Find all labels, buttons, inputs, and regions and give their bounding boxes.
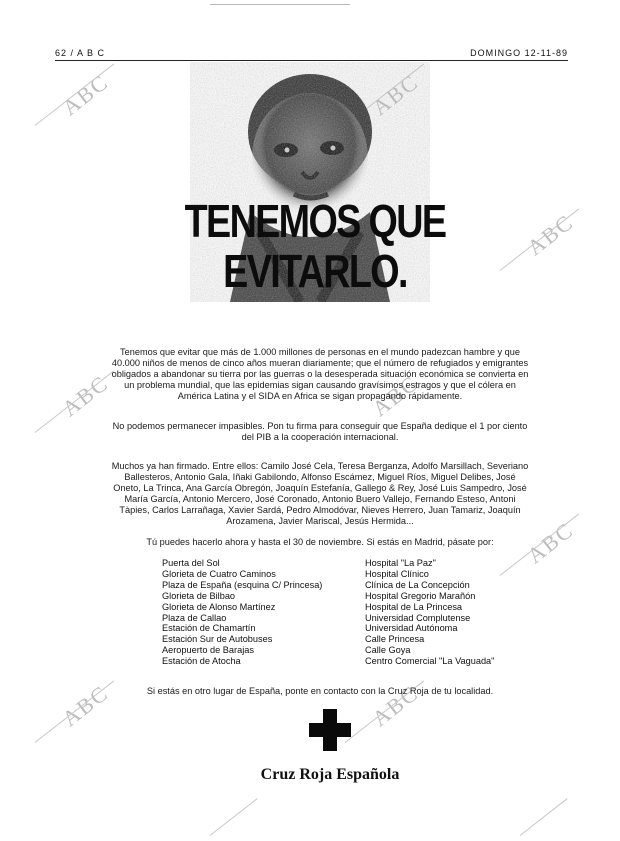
top-rule — [210, 4, 350, 5]
organization-name: Cruz Roja Española — [260, 766, 400, 783]
watermark-line — [520, 798, 568, 836]
location-item: Calle Goya — [365, 645, 411, 656]
watermark-line — [35, 371, 114, 433]
location-item: Hospital Gregorio Marañón — [365, 590, 476, 601]
location-item: Clínica de La Concepción — [365, 579, 470, 590]
location-item: Estación Sur de Autobuses — [162, 634, 273, 645]
location-item: Centro Comercial "La Vaguada" — [365, 656, 495, 667]
cross-horizontal-bar — [309, 723, 351, 737]
body-paragraph-2: No podemos permanecer impasibles. Pon tu firma para conseguir que España dedique el 1 por ciento del PIB a la cooperación internacional. — [112, 421, 528, 443]
red-cross-icon — [309, 709, 351, 751]
watermark: ABC — [367, 679, 424, 732]
location-item: Glorieta de Bilbao — [162, 590, 236, 601]
location-item: Hospital "La Paz" — [365, 558, 436, 568]
location-item: Aeropuerto de Barajas — [162, 645, 254, 656]
location-item: Estación de Chamartín — [162, 623, 256, 634]
body-paragraph-5: Si estás en otro lugar de España, ponte en contacto con la Cruz Roja de tu localidad. — [146, 686, 494, 697]
location-item: Plaza de Callao — [162, 612, 227, 623]
watermark: ABC — [367, 369, 424, 422]
location-item: Calle Princesa — [365, 634, 425, 645]
page-header — [55, 46, 568, 61]
watermark-line — [210, 798, 258, 836]
watermark: ABC — [522, 208, 579, 261]
signatories-paragraph: Muchos ya han firmado. Entre ellos: Camilo José Cela, Teresa Berganza, Adolfo Marsillach, Severiano Ballesteros, Antonio Gala, Iñaki Gabilondo, Alfonso Escámez, Miguel Ríos, Miguel Delibes, José Oneto, La Trinca, Ana García Obregón, Joaquín Estefanía, Gallego & Rey, José Luis Sampedro, José María García, Antonio Mercero, José Coronado, Antonio Buero Vallejo, Fernando Esteso, Antoni Tàpies, Carlos Larrañaga, Xavier Sardá, Pedro Almodóvar, Nieves Herrero, Juan Tamariz, Joaquín Arozamena, Javier Mariscal, Jesús Hermida... — [111, 461, 529, 527]
watermark: ABC — [522, 516, 579, 569]
location-item: Puerta del Sol — [162, 558, 220, 568]
location-item: Plaza de España (esquina C/ Princesa) — [162, 579, 323, 590]
headline-line-1: TENEMOS QUE — [184, 195, 446, 247]
location-item: Hospital de La Princesa — [365, 601, 463, 612]
location-item: Universidad Autónoma — [365, 623, 458, 634]
watermark-line — [500, 209, 579, 271]
location-item: Glorieta de Alonso Martínez — [162, 601, 276, 612]
watermark: ABC — [57, 68, 114, 121]
watermark-line — [35, 681, 114, 743]
location-item: Hospital Clínico — [365, 568, 429, 579]
location-item: Glorieta de Cuatro Caminos — [162, 568, 276, 579]
headline-line-2: EVITARLO. — [223, 245, 407, 297]
location-column-right — [365, 558, 565, 667]
watermark: ABC — [57, 369, 114, 422]
body-paragraph-4: Tú puedes hacerlo ahora y hasta el 30 de noviembre. Si estás en Madrid, pásate por: — [146, 537, 494, 548]
location-item: Estación de Atocha — [162, 656, 241, 667]
page-date: DOMINGO 12-11-89 — [470, 48, 568, 58]
location-column-left — [162, 558, 362, 667]
location-item: Universidad Complutense — [365, 612, 471, 623]
page-label: 62 / A B C — [55, 48, 106, 58]
body-paragraph-1: Tenemos que evitar que más de 1.000 millones de personas en el mundo padezcan hambre y que 40.000 niños de menos de cinco años mueran diariamente; que el número de refugiados y emigrantes obligados a abandonar su tierra por las guerras o la desesperada situación económica se convierta en un problema mundial, que las epidemias sigan causando gravísimos estragos y que el cólera en América Latina y el SIDA en Africa se sigan propagando rápidamente. — [111, 347, 529, 402]
watermark: ABC — [57, 679, 114, 732]
